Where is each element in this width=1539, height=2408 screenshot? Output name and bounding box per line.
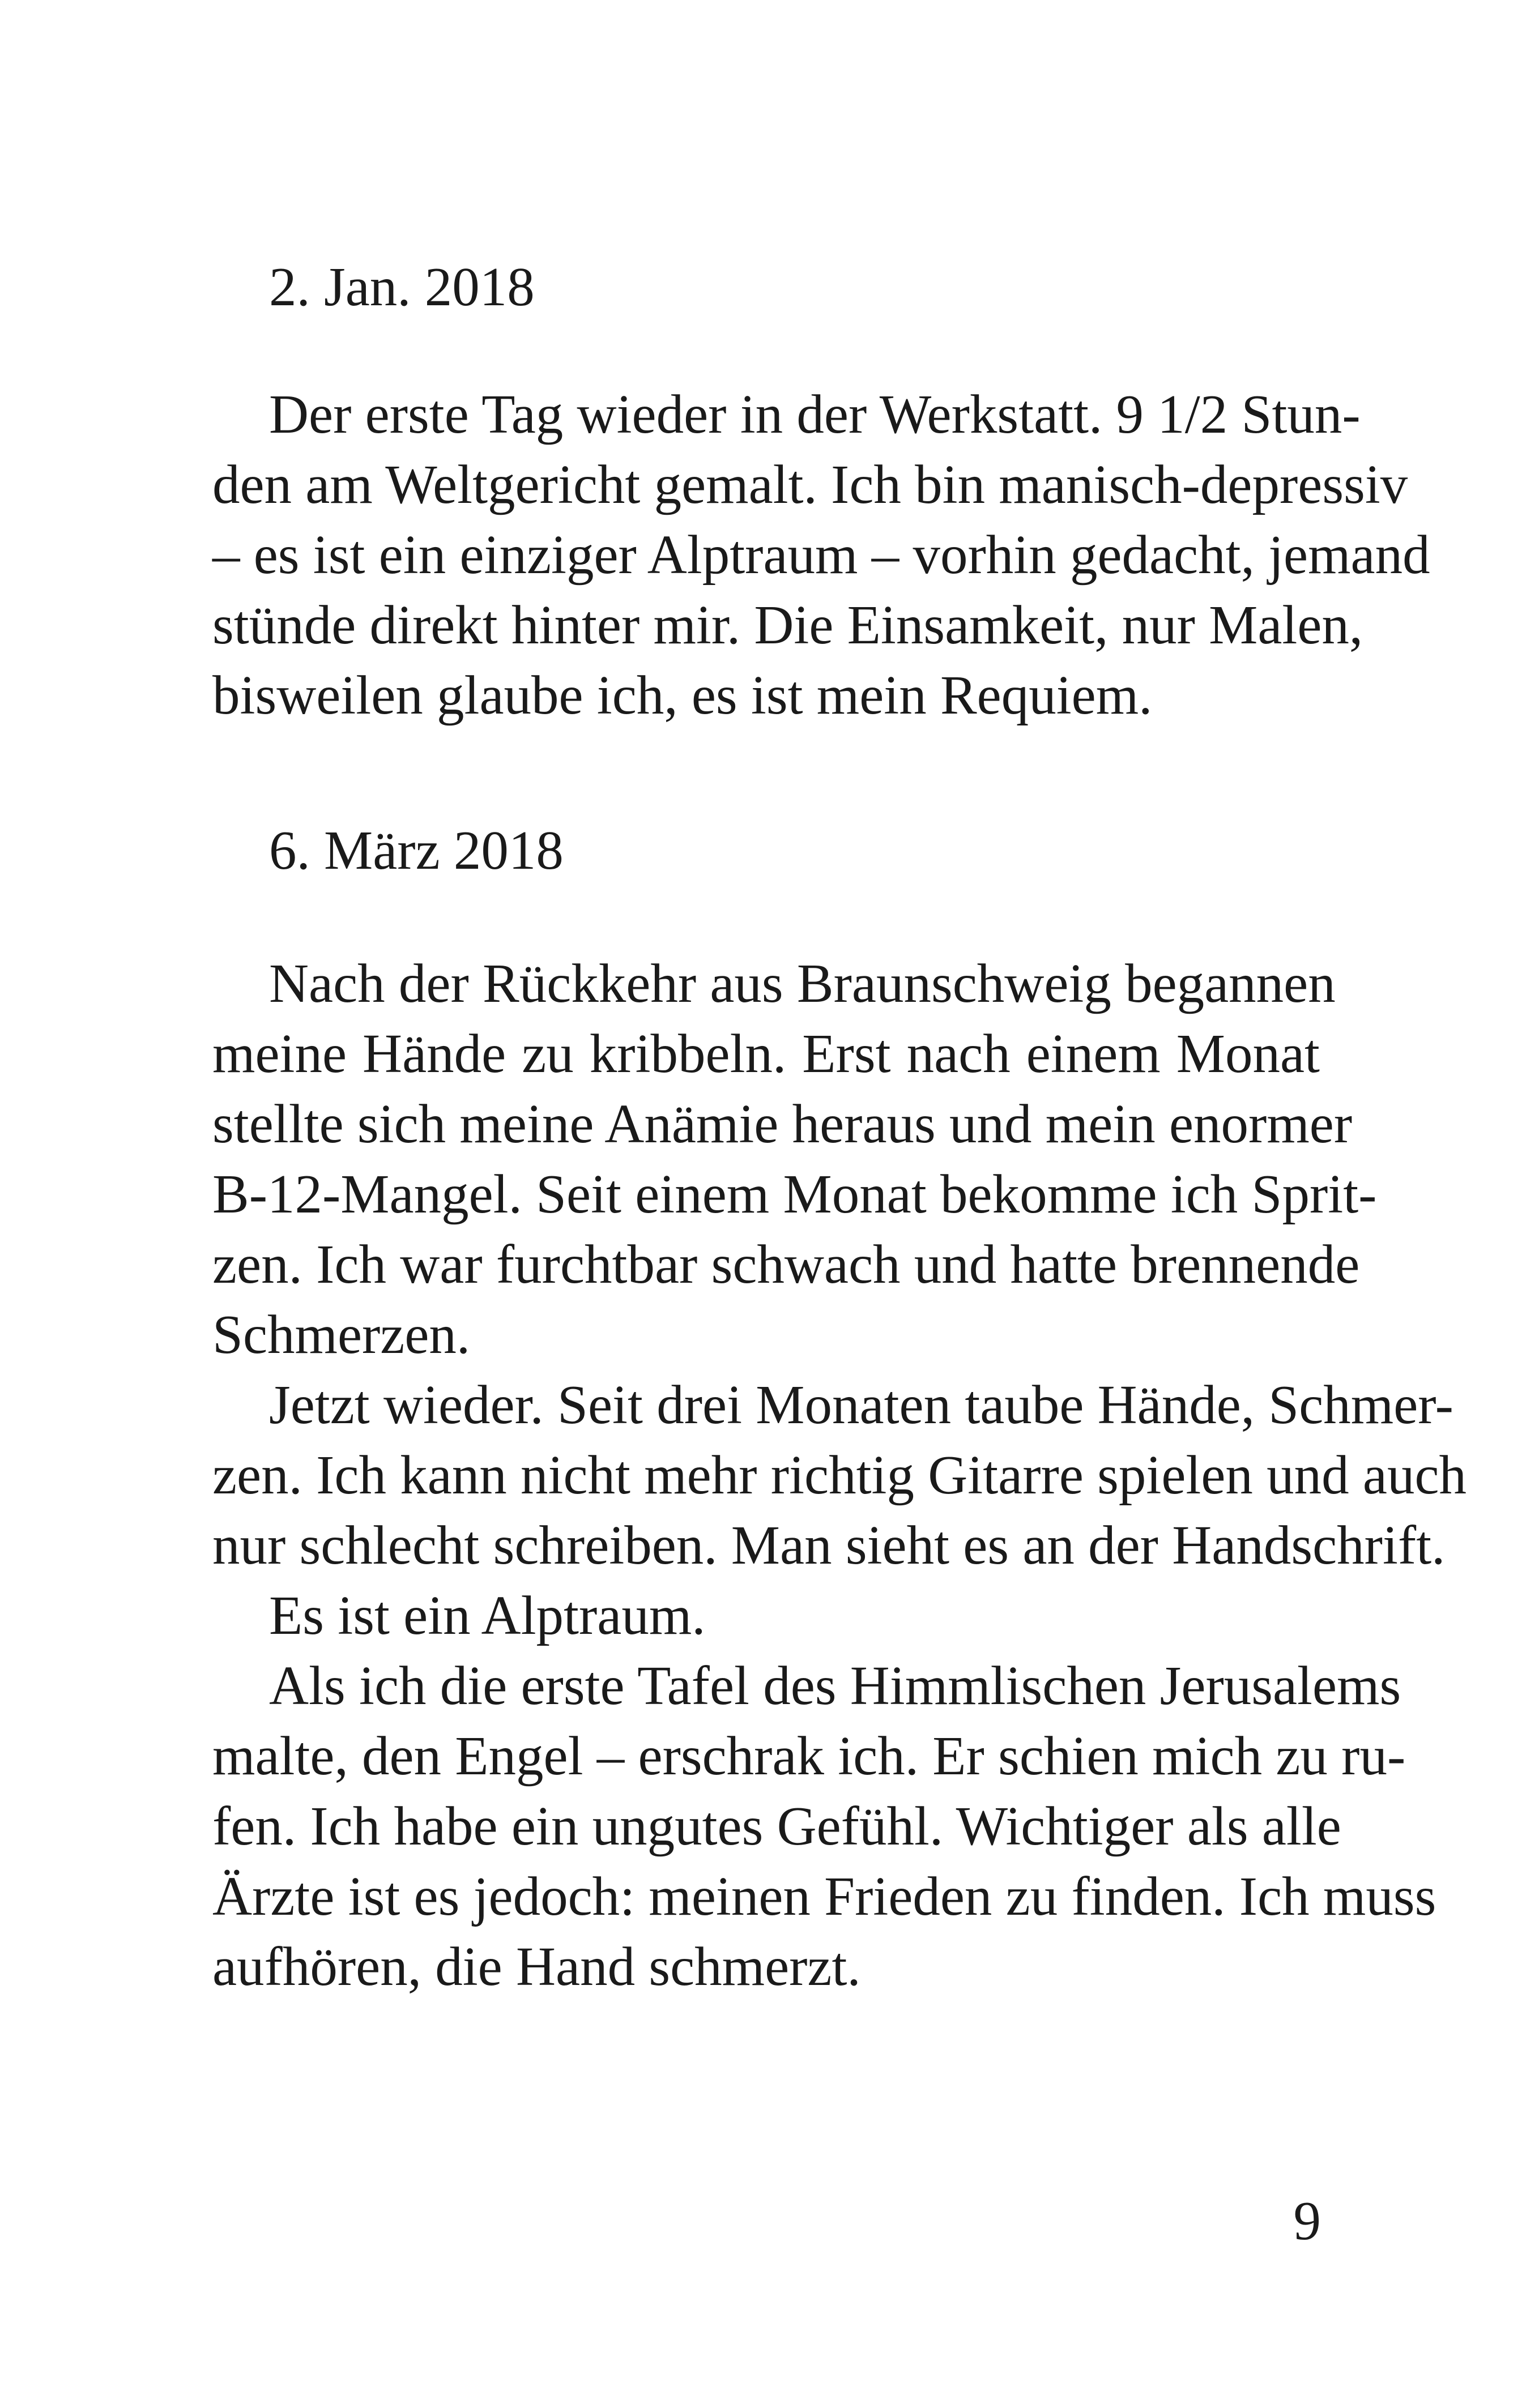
- text-line: – es ist ein einziger Alptraum – vorhin gedacht, jemand: [212, 524, 1430, 585]
- text-line: zen. Ich war furchtbar schwach und hatte brennende: [212, 1234, 1360, 1295]
- text-line: meine Hände zu kribbeln. Erst nach einem Monat: [212, 1023, 1320, 1084]
- text-line: stellte sich meine Anämie heraus und mein enormer: [212, 1094, 1353, 1154]
- text-line: Nach der Rückkehr aus Braunschweig begannen: [269, 953, 1336, 1014]
- text-line: Schmerzen.: [212, 1304, 471, 1365]
- text-line: nur schlecht schreiben. Man sieht es an der Handschrift.: [212, 1515, 1446, 1576]
- text-line: Der erste Tag wieder in der Werkstatt. 9 1/2 Stun-: [269, 384, 1361, 445]
- text-line: bisweilen glaube ich, es ist mein Requiem.: [212, 665, 1153, 725]
- page-number: 9: [1293, 2191, 1321, 2251]
- text-line: stünde direkt hinter mir. Die Einsamkeit, nur Malen,: [212, 595, 1363, 655]
- text-line: B-12-Mangel. Seit einem Monat bekomme ich Sprit-: [212, 1164, 1377, 1224]
- text-line: fen. Ich habe ein ungutes Gefühl. Wichtiger als alle: [212, 1796, 1341, 1856]
- text-line: den am Weltgericht gemalt. Ich bin manisch-depressiv: [212, 454, 1408, 515]
- text-line: Es ist ein Alptraum.: [269, 1585, 706, 1646]
- text-line: Als ich die erste Tafel des Himmlischen Jerusalems: [269, 1655, 1401, 1716]
- text-line: zen. Ich kann nicht mehr richtig Gitarre spielen und auch: [212, 1445, 1466, 1505]
- text-line: aufhören, die Hand schmerzt.: [212, 1936, 861, 1997]
- text-line: Jetzt wieder. Seit drei Monaten taube Hände, Schmer-: [269, 1374, 1453, 1435]
- text-line: Ärzte ist es jedoch: meinen Frieden zu finden. Ich muss: [212, 1866, 1436, 1927]
- text-line: malte, den Engel – erschrak ich. Er schien mich zu ru-: [212, 1726, 1406, 1786]
- entry-body: [212, 379, 1430, 731]
- entry-body: [212, 949, 1466, 2002]
- entry-date: 2. Jan. 2018: [269, 257, 535, 317]
- entry-date: 6. März 2018: [269, 820, 564, 881]
